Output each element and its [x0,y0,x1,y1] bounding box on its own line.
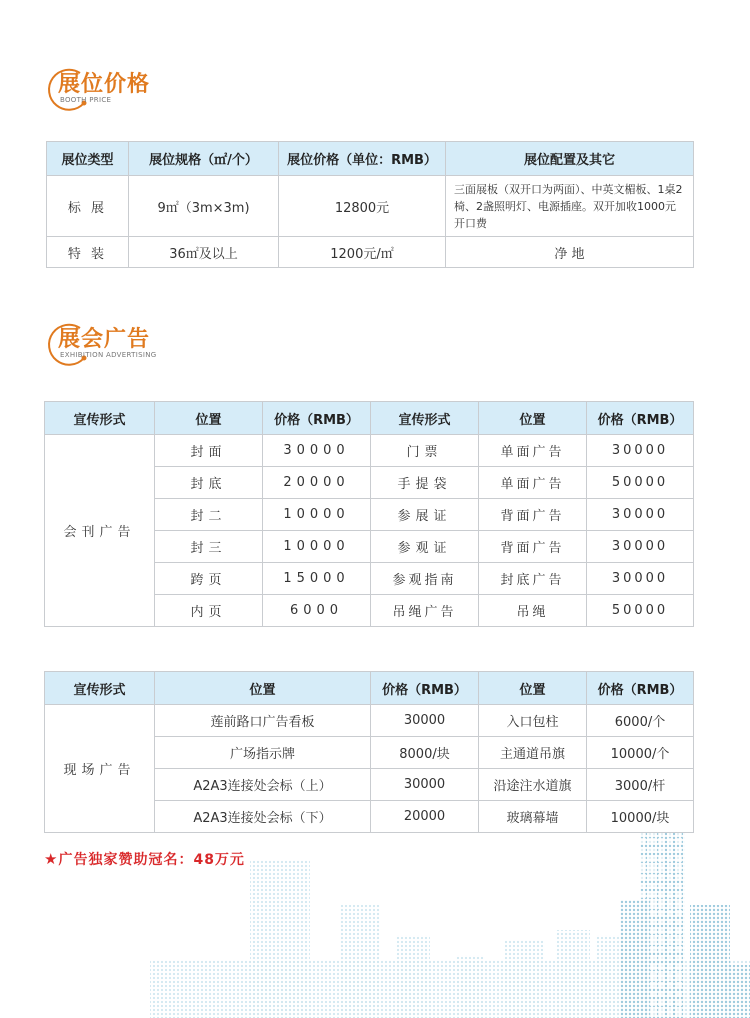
column-header: 位置 [479,672,587,705]
ad-price: 50000 [587,595,694,627]
ad-group-label: 会刊广告 [45,435,155,627]
ad-price: 20000 [263,467,371,499]
ad-position: 背面广告 [479,531,587,563]
ad-position: A2A3连接处会标（上） [155,769,371,801]
ad-price: 30000 [371,705,479,737]
ad-price: 30000 [587,499,694,531]
booth-config: 三面展板（双开口为两面）、中英文楣板、1桌2椅、2盏照明灯、电源插座。双开加收1000元开口费 [446,176,694,237]
ad-position: A2A3连接处会标（下） [155,801,371,833]
ad-price: 10000/块 [587,801,694,833]
section-subtitle: BOOTH PRICE [60,96,112,104]
ad-price: 50000 [587,467,694,499]
ad-price: 3000/杆 [587,769,694,801]
column-header: 价格（RMB） [371,672,479,705]
column-header: 宣传形式 [45,402,155,435]
ad-price: 10000 [263,531,371,563]
ad-price: 30000 [587,435,694,467]
table-header-row [45,402,694,435]
onsite-ads-table [44,671,694,833]
ad-position: 莲前路口广告看板 [155,705,371,737]
column-header: 价格（RMB） [263,402,371,435]
column-header: 位置 [155,672,371,705]
table-row [45,705,694,737]
booth-type: 标 展 [47,176,129,237]
ad-position: 内页 [155,595,263,627]
section-title: 展位价格 [58,71,151,97]
column-header: 宣传形式 [371,402,479,435]
exhibition-advertising-heading [44,318,244,368]
sponsorship-note [44,849,245,869]
ad-position: 玻璃幕墙 [479,801,587,833]
ad-position: 单面广告 [479,467,587,499]
ad-price: 8000/块 [371,737,479,769]
catalogue-ads-table [44,401,694,627]
ad-position: 单面广告 [479,435,587,467]
table-header-row [45,672,694,705]
star-icon: ★ [44,850,59,868]
ad-price: 6000 [263,595,371,627]
section-title: 展会广告 [58,326,151,352]
ad-position: 封底广告 [479,563,587,595]
ad-form: 门票 [371,435,479,467]
ad-price: 6000/个 [587,705,694,737]
ad-position: 封底 [155,467,263,499]
ad-price: 10000 [263,499,371,531]
table-row [45,435,694,467]
ad-position: 背面广告 [479,499,587,531]
ad-position: 入口包柱 [479,705,587,737]
ad-form: 吊绳广告 [371,595,479,627]
ad-form: 手提袋 [371,467,479,499]
booth-price-heading [44,63,244,113]
sponsorship-text: 广告独家赞助冠名：48万元 [58,852,245,868]
ad-price: 10000/个 [587,737,694,769]
ad-form: 参展证 [371,499,479,531]
column-header: 展位规格（㎡/个） [129,142,279,176]
booth-spec: 9㎡（3m×3m) [129,176,279,237]
ad-position: 吊绳 [479,595,587,627]
table-row [47,237,694,268]
column-header: 宣传形式 [45,672,155,705]
column-header: 位置 [155,402,263,435]
table-header-row [47,142,694,176]
column-header: 展位配置及其它 [446,142,694,176]
ad-form: 参观证 [371,531,479,563]
ad-form: 参观指南 [371,563,479,595]
ad-position: 封三 [155,531,263,563]
booth-spec: 36㎡及以上 [129,237,279,268]
ad-position: 主通道吊旗 [479,737,587,769]
column-header: 展位价格（单位：RMB） [279,142,446,176]
section-subtitle: EXHIBITION ADVERTISING [60,351,157,359]
ad-group-label: 现场广告 [45,705,155,833]
ad-position: 封面 [155,435,263,467]
column-header: 位置 [479,402,587,435]
booth-type: 特 装 [47,237,129,268]
booth-price-table [46,141,694,268]
ad-position: 跨页 [155,563,263,595]
column-header: 价格（RMB） [587,402,694,435]
ad-price: 30000 [587,531,694,563]
ad-position: 沿途注水道旗 [479,769,587,801]
ad-price: 20000 [371,801,479,833]
booth-price: 12800元 [279,176,446,237]
ad-price: 30000 [371,769,479,801]
table-row [47,176,694,237]
column-header: 展位类型 [47,142,129,176]
column-header: 价格（RMB） [587,672,694,705]
ad-price: 30000 [263,435,371,467]
ad-price: 30000 [587,563,694,595]
ad-position: 广场指示牌 [155,737,371,769]
booth-price: 1200元/㎡ [279,237,446,268]
booth-config: 净 地 [446,237,694,268]
ad-price: 15000 [263,563,371,595]
ad-position: 封二 [155,499,263,531]
